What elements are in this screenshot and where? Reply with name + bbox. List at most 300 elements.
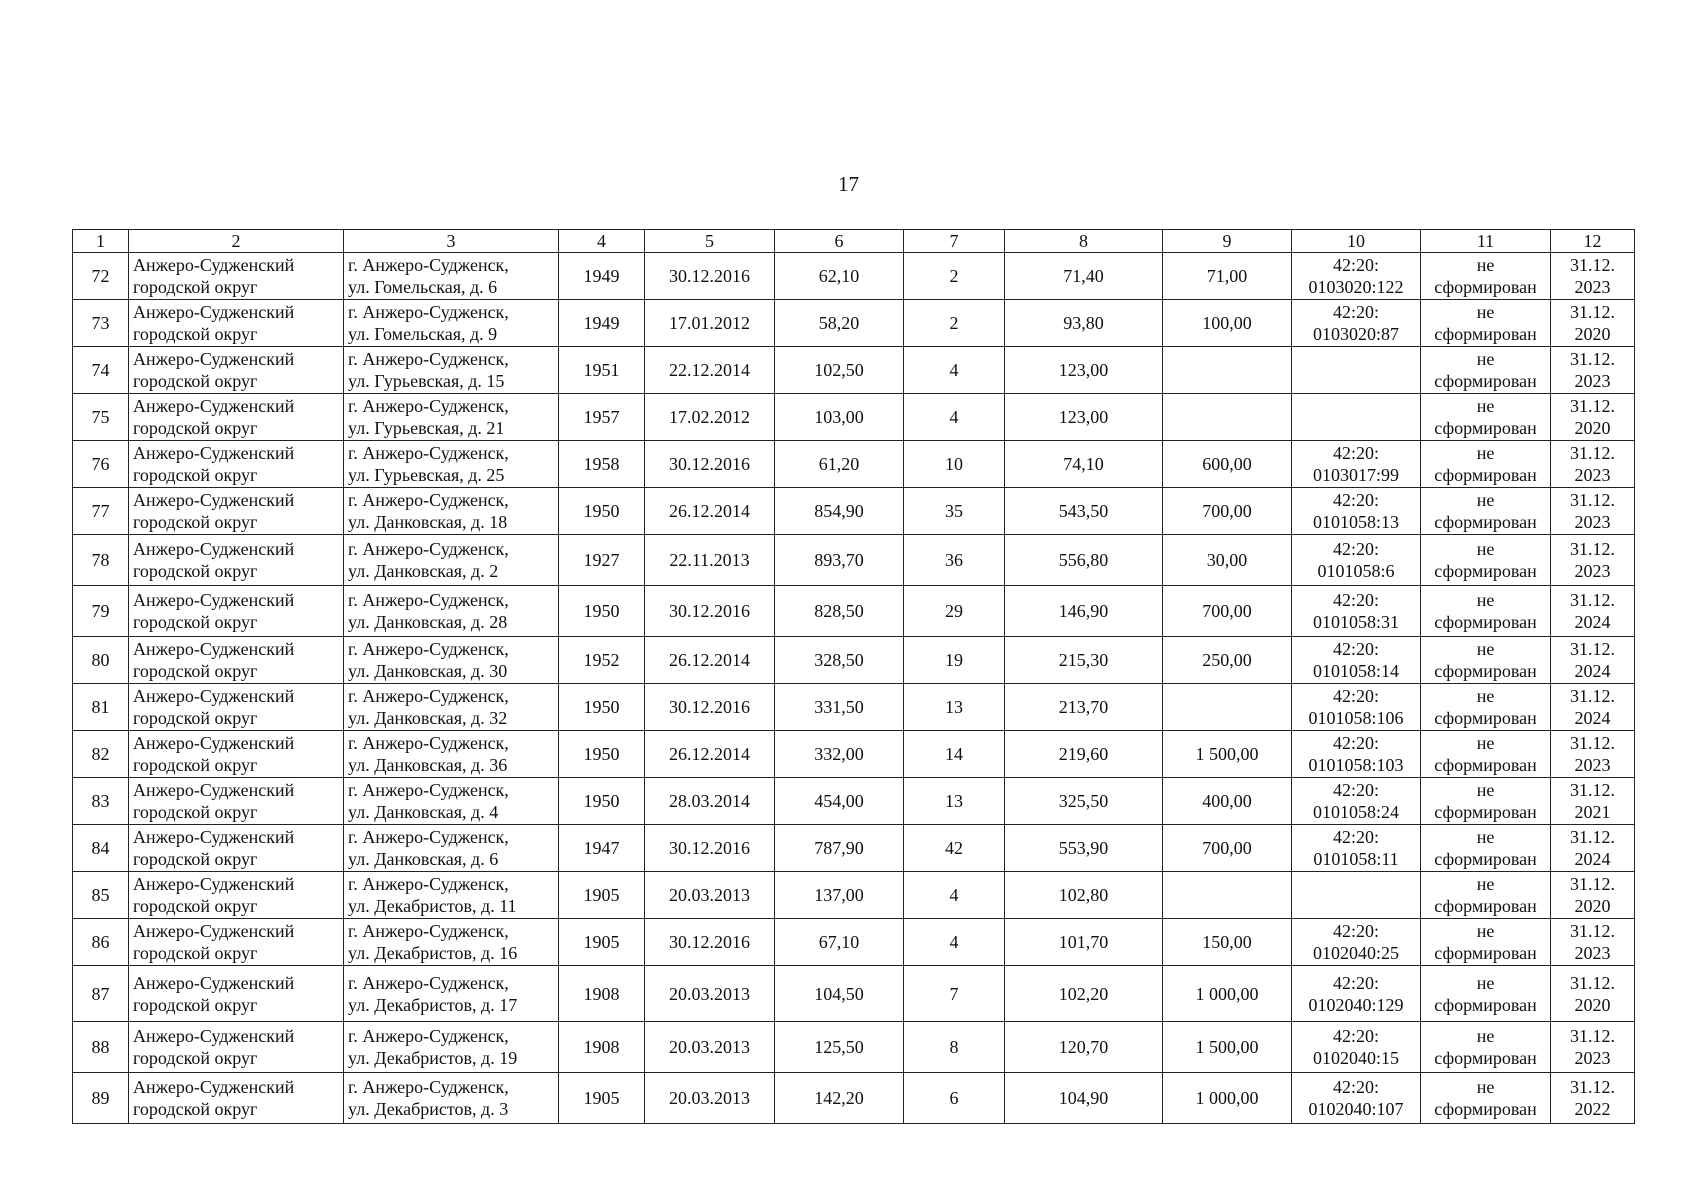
land-status-cell [1421,586,1551,637]
cadastral-number-line-2: 0102040:15 [1312,1048,1399,1068]
municipality-line-1: Анжеро-Судженский [133,639,295,659]
municipality-cell [129,1022,344,1073]
municipality-line-2: городской округ [133,661,258,681]
survey-date-cell: 28.03.2014 [645,778,775,825]
row-number-cell: 73 [73,300,129,347]
row-number-cell: 81 [73,684,129,731]
land-status-line-1: не [1476,255,1495,275]
address-line-2: ул. Данковская, д. 4 [348,802,499,822]
table-row [73,394,1635,441]
municipality-line-1: Анжеро-Судженский [133,1077,295,1097]
municipality-line-2: городской округ [133,277,258,297]
row-number-cell: 79 [73,586,129,637]
land-status-line-1: не [1476,1077,1495,1097]
address-cell [344,637,559,684]
table-row [73,825,1635,872]
cost-cell: 400,00 [1163,778,1292,825]
deadline-line-1: 31.12. [1570,972,1615,993]
land-status-line-2: сформирован [1434,661,1537,681]
row-number-cell: 86 [73,919,129,966]
cadastral-number-line-1: 42:20: [1332,921,1379,941]
municipality-line-2: городской округ [133,512,258,532]
deadline-line-1: 31.12. [1570,349,1615,369]
residents-count-cell: 19 [904,637,1005,684]
survey-date-cell: 26.12.2014 [645,731,775,778]
address-line-2: ул. Данковская, д. 28 [348,612,508,632]
cost-cell [1163,347,1292,394]
land-status-cell [1421,253,1551,300]
cadastral-number-line-2: 0103020:87 [1312,324,1399,344]
address-line-2: ул. Гомельская, д. 9 [348,324,498,344]
cadastral-number-line-1: 42:20: [1332,780,1379,800]
survey-date-cell: 20.03.2013 [645,966,775,1022]
municipality-line-2: городской округ [133,612,258,632]
land-status-line-1: не [1476,349,1495,369]
cadastral-number-cell [1292,731,1421,778]
municipality-line-1: Анжеро-Судженский [133,443,295,463]
residents-count-cell: 13 [904,778,1005,825]
land-status-line-2: сформирован [1434,849,1537,869]
living-area-cell: 103,00 [775,394,904,441]
table-row [73,1022,1635,1073]
total-area-cell: 543,50 [1005,488,1163,535]
total-area-cell: 74,10 [1005,441,1163,488]
cost-cell [1163,684,1292,731]
build-year-cell: 1947 [559,825,645,872]
address-line-1: г. Анжеро-Судженск, [348,539,509,559]
address-line-2: ул. Данковская, д. 32 [348,708,508,728]
deadline-line-1: 31.12. [1570,874,1615,894]
cadastral-number-line-2: 0101058:31 [1312,612,1399,632]
address-cell [344,300,559,347]
municipality-line-2: городской округ [133,1099,258,1119]
land-status-cell [1421,535,1551,586]
municipality-cell [129,300,344,347]
address-cell [344,966,559,1022]
cadastral-number-line-2: 0101058:13 [1312,512,1399,532]
total-area-cell: 219,60 [1005,731,1163,778]
cadastral-number-line-1: 42:20: [1332,972,1379,993]
row-number-cell: 84 [73,825,129,872]
total-area-cell: 553,90 [1005,825,1163,872]
municipality-line-1: Анжеро-Судженский [133,539,295,559]
survey-date-cell: 20.03.2013 [645,1073,775,1124]
deadline-line-2: 2020 [1574,994,1611,1015]
row-number-cell: 80 [73,637,129,684]
address-line-1: г. Анжеро-Судженск, [348,349,509,369]
deadline-line-1: 31.12. [1570,255,1615,275]
survey-date-cell: 20.03.2013 [645,872,775,919]
cadastral-number-cell [1292,300,1421,347]
residents-count-cell: 2 [904,300,1005,347]
land-status-cell [1421,441,1551,488]
deadline-line-1: 31.12. [1570,733,1615,753]
deadline-cell [1551,731,1635,778]
deadline-line-2: 2023 [1574,512,1611,532]
living-area-cell: 454,00 [775,778,904,825]
address-line-1: г. Анжеро-Судженск, [348,972,509,993]
cadastral-number-line-1: 42:20: [1332,590,1379,610]
residents-count-cell: 4 [904,872,1005,919]
residents-count-cell: 4 [904,347,1005,394]
total-area-cell: 123,00 [1005,394,1163,441]
municipality-line-2: городской округ [133,708,258,728]
cost-cell: 150,00 [1163,919,1292,966]
cadastral-number-cell [1292,586,1421,637]
address-line-2: ул. Гомельская, д. 6 [348,277,498,297]
row-number-cell: 88 [73,1022,129,1073]
row-number-cell: 87 [73,966,129,1022]
address-line-1: г. Анжеро-Судженск, [348,1026,509,1046]
row-number-cell: 89 [73,1073,129,1124]
deadline-line-2: 2023 [1574,561,1611,581]
address-line-1: г. Анжеро-Судженск, [348,686,509,706]
municipality-line-1: Анжеро-Судженский [133,490,295,510]
land-status-line-2: сформирован [1434,418,1537,438]
residents-count-cell: 10 [904,441,1005,488]
address-cell [344,684,559,731]
municipality-line-2: городской округ [133,465,258,485]
table-row [73,535,1635,586]
cadastral-number-cell [1292,966,1421,1022]
cadastral-number-cell [1292,825,1421,872]
municipality-line-1: Анжеро-Судженский [133,972,295,993]
municipality-cell [129,684,344,731]
municipality-line-2: городской округ [133,755,258,775]
land-status-line-2: сформирован [1434,324,1537,344]
municipality-cell [129,778,344,825]
deadline-line-1: 31.12. [1570,827,1615,847]
cadastral-number-line-1: 42:20: [1332,639,1379,659]
land-status-line-1: не [1476,639,1495,659]
land-status-line-1: не [1476,1026,1495,1046]
column-header: 10 [1292,230,1421,253]
address-line-2: ул. Декабристов, д. 11 [348,896,517,916]
address-line-1: г. Анжеро-Судженск, [348,396,509,416]
table-row [73,919,1635,966]
residents-count-cell: 29 [904,586,1005,637]
municipality-cell [129,253,344,300]
total-area-cell: 556,80 [1005,535,1163,586]
row-number-cell: 83 [73,778,129,825]
cadastral-number-cell [1292,919,1421,966]
deadline-cell [1551,872,1635,919]
land-status-cell [1421,825,1551,872]
table-row [73,586,1635,637]
address-line-2: ул. Декабристов, д. 16 [348,943,518,963]
municipality-line-1: Анжеро-Судженский [133,874,295,894]
address-line-1: г. Анжеро-Судженск, [348,827,509,847]
table-row [73,347,1635,394]
land-status-line-1: не [1476,443,1495,463]
survey-date-cell: 30.12.2016 [645,825,775,872]
address-cell [344,586,559,637]
deadline-line-2: 2021 [1574,802,1611,822]
land-status-line-1: не [1476,686,1495,706]
column-header: 5 [645,230,775,253]
address-line-1: г. Анжеро-Судженск, [348,255,509,275]
cadastral-number-cell [1292,637,1421,684]
living-area-cell: 328,50 [775,637,904,684]
address-line-1: г. Анжеро-Судженск, [348,639,509,659]
land-status-line-2: сформирован [1434,994,1537,1015]
table-row [73,872,1635,919]
cadastral-number-line-1: 42:20: [1332,1026,1379,1046]
build-year-cell: 1905 [559,919,645,966]
living-area-cell: 102,50 [775,347,904,394]
municipality-line-1: Анжеро-Судженский [133,590,295,610]
land-status-cell [1421,300,1551,347]
column-header: 2 [129,230,344,253]
column-header: 6 [775,230,904,253]
deadline-line-2: 2023 [1574,277,1611,297]
municipality-line-1: Анжеро-Судженский [133,1026,295,1046]
residents-count-cell: 36 [904,535,1005,586]
survey-date-cell: 30.12.2016 [645,586,775,637]
land-status-line-2: сформирован [1434,465,1537,485]
survey-date-cell: 30.12.2016 [645,441,775,488]
living-area-cell: 58,20 [775,300,904,347]
municipality-line-1: Анжеро-Судженский [133,921,295,941]
table-row [73,1073,1635,1124]
municipality-line-1: Анжеро-Судженский [133,302,295,322]
deadline-line-1: 31.12. [1570,490,1615,510]
land-status-cell [1421,394,1551,441]
address-line-2: ул. Гурьевская, д. 21 [348,418,505,438]
table-row [73,684,1635,731]
total-area-cell: 102,20 [1005,966,1163,1022]
address-line-1: г. Анжеро-Судженск, [348,733,509,753]
cadastral-number-line-2: 0102040:25 [1312,943,1399,963]
deadline-line-1: 31.12. [1570,396,1615,416]
build-year-cell: 1950 [559,778,645,825]
residents-count-cell: 42 [904,825,1005,872]
deadline-line-1: 31.12. [1570,539,1615,559]
total-area-cell: 146,90 [1005,586,1163,637]
build-year-cell: 1951 [559,347,645,394]
address-cell [344,872,559,919]
column-header: 7 [904,230,1005,253]
cadastral-number-cell [1292,441,1421,488]
table-row [73,637,1635,684]
land-status-line-1: не [1476,302,1495,322]
cadastral-number-line-2: 0101058:6 [1317,561,1395,581]
build-year-cell: 1905 [559,1073,645,1124]
build-year-cell: 1905 [559,872,645,919]
land-status-line-2: сформирован [1434,612,1537,632]
land-status-line-1: не [1476,539,1495,559]
cadastral-number-line-2: 0102040:107 [1308,1099,1404,1119]
column-header: 3 [344,230,559,253]
municipality-line-1: Анжеро-Судженский [133,780,295,800]
build-year-cell: 1950 [559,586,645,637]
address-line-2: ул. Декабристов, д. 3 [348,1099,509,1119]
residents-count-cell: 14 [904,731,1005,778]
deadline-line-2: 2024 [1574,612,1611,632]
cadastral-number-line-2: 0101058:11 [1313,849,1399,869]
address-cell [344,1022,559,1073]
municipality-line-2: городской округ [133,943,258,963]
cadastral-number-line-1: 42:20: [1332,255,1379,275]
address-line-2: ул. Гурьевская, д. 25 [348,465,505,485]
deadline-line-1: 31.12. [1570,1077,1615,1097]
municipality-line-2: городской округ [133,849,258,869]
municipality-line-2: городской округ [133,561,258,581]
deadline-line-1: 31.12. [1570,686,1615,706]
municipality-cell [129,1073,344,1124]
address-cell [344,253,559,300]
address-cell [344,778,559,825]
municipality-line-2: городской округ [133,994,258,1015]
cadastral-number-cell [1292,394,1421,441]
land-status-line-2: сформирован [1434,943,1537,963]
cadastral-number-line-2: 0101058:103 [1308,755,1404,775]
land-status-line-2: сформирован [1434,277,1537,297]
deadline-line-2: 2023 [1574,755,1611,775]
deadline-line-1: 31.12. [1570,921,1615,941]
living-area-cell: 787,90 [775,825,904,872]
cost-cell: 100,00 [1163,300,1292,347]
deadline-line-2: 2022 [1574,1099,1611,1119]
residents-count-cell: 13 [904,684,1005,731]
page-number: 17 [838,172,859,196]
land-status-line-2: сформирован [1434,371,1537,391]
municipality-line-1: Анжеро-Судженский [133,396,295,416]
table-row [73,731,1635,778]
build-year-cell: 1958 [559,441,645,488]
municipality-cell [129,872,344,919]
municipality-line-1: Анжеро-Судженский [133,686,295,706]
cadastral-number-cell [1292,778,1421,825]
build-year-cell: 1949 [559,253,645,300]
address-line-2: ул. Данковская, д. 36 [348,755,508,775]
table-row [73,966,1635,1022]
land-status-line-2: сформирован [1434,802,1537,822]
cost-cell: 71,00 [1163,253,1292,300]
column-header: 4 [559,230,645,253]
municipality-cell [129,637,344,684]
row-number-cell: 78 [73,535,129,586]
address-cell [344,488,559,535]
cadastral-number-cell [1292,488,1421,535]
deadline-line-2: 2023 [1574,371,1611,391]
deadline-line-2: 2024 [1574,849,1611,869]
build-year-cell: 1908 [559,1022,645,1073]
row-number-cell: 82 [73,731,129,778]
deadline-cell [1551,1073,1635,1124]
cadastral-number-line-2: 0101058:24 [1312,802,1399,822]
housing-registry-table [72,229,1635,1124]
living-area-cell: 61,20 [775,441,904,488]
residents-count-cell: 6 [904,1073,1005,1124]
municipality-line-1: Анжеро-Судженский [133,827,295,847]
residents-count-cell: 35 [904,488,1005,535]
land-status-cell [1421,966,1551,1022]
address-line-2: ул. Декабристов, д. 17 [348,994,518,1015]
residents-count-cell: 2 [904,253,1005,300]
land-status-cell [1421,1073,1551,1124]
deadline-cell [1551,966,1635,1022]
land-status-line-1: не [1476,490,1495,510]
build-year-cell: 1957 [559,394,645,441]
cost-cell: 600,00 [1163,441,1292,488]
living-area-cell: 854,90 [775,488,904,535]
land-status-line-2: сформирован [1434,512,1537,532]
address-line-1: г. Анжеро-Судженск, [348,921,509,941]
municipality-cell [129,488,344,535]
total-area-cell: 325,50 [1005,778,1163,825]
living-area-cell: 332,00 [775,731,904,778]
address-line-2: ул. Гурьевская, д. 15 [348,371,505,391]
column-header: 1 [73,230,129,253]
row-number-cell: 72 [73,253,129,300]
survey-date-cell: 17.01.2012 [645,300,775,347]
cadastral-number-line-2: 0101058:106 [1308,708,1404,728]
land-status-line-1: не [1476,874,1495,894]
total-area-cell: 101,70 [1005,919,1163,966]
cost-cell: 1 500,00 [1163,1022,1292,1073]
build-year-cell: 1950 [559,731,645,778]
deadline-line-2: 2024 [1574,661,1611,681]
cost-cell: 700,00 [1163,488,1292,535]
municipality-cell [129,535,344,586]
cost-cell: 1 500,00 [1163,731,1292,778]
cadastral-number-cell [1292,347,1421,394]
municipality-line-2: городской округ [133,371,258,391]
survey-date-cell: 17.02.2012 [645,394,775,441]
build-year-cell: 1908 [559,966,645,1022]
land-status-line-1: не [1476,396,1495,416]
municipality-cell [129,394,344,441]
address-cell [344,731,559,778]
column-header: 12 [1551,230,1635,253]
deadline-line-2: 2020 [1574,896,1611,916]
cadastral-number-cell [1292,535,1421,586]
address-line-1: г. Анжеро-Судженск, [348,1077,509,1097]
land-status-line-2: сформирован [1434,1099,1537,1119]
municipality-cell [129,441,344,488]
land-status-cell [1421,637,1551,684]
table-row [73,488,1635,535]
deadline-cell [1551,347,1635,394]
land-status-cell [1421,778,1551,825]
municipality-line-2: городской округ [133,324,258,344]
land-status-cell [1421,488,1551,535]
deadline-cell [1551,441,1635,488]
cost-cell: 700,00 [1163,825,1292,872]
table-row [73,253,1635,300]
land-status-cell [1421,1022,1551,1073]
total-area-cell: 123,00 [1005,347,1163,394]
deadline-line-1: 31.12. [1570,590,1615,610]
living-area-cell: 893,70 [775,535,904,586]
living-area-cell: 104,50 [775,966,904,1022]
cadastral-number-line-1: 42:20: [1332,539,1379,559]
cadastral-number-cell [1292,684,1421,731]
municipality-cell [129,825,344,872]
table-row [73,778,1635,825]
land-status-line-1: не [1476,827,1495,847]
total-area-cell: 102,80 [1005,872,1163,919]
address-line-1: г. Анжеро-Судженск, [348,443,509,463]
living-area-cell: 125,50 [775,1022,904,1073]
land-status-cell [1421,347,1551,394]
deadline-line-2: 2020 [1574,418,1611,438]
land-status-cell [1421,684,1551,731]
row-number-cell: 75 [73,394,129,441]
deadline-line-1: 31.12. [1570,302,1615,322]
address-line-2: ул. Декабристов, д. 19 [348,1048,518,1068]
